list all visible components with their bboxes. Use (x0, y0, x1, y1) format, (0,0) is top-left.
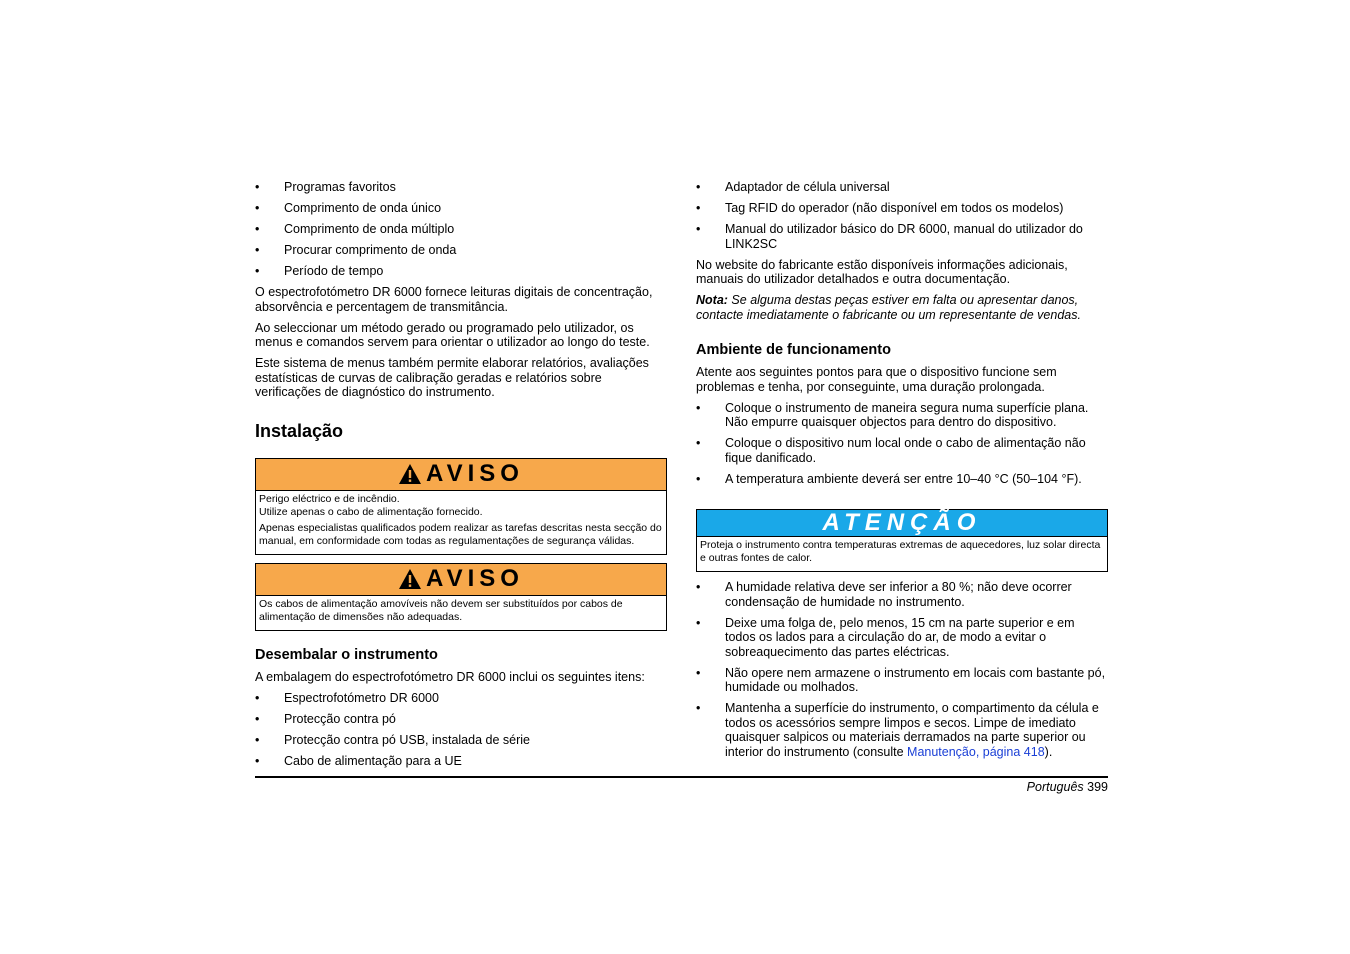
paragraph: Atente aos seguintes pontos para que o dispositivo funcione sem problemas e tenha, por conseguinte, uma duração prolongada. (696, 365, 1057, 394)
list-item: • Cabo de alimentação para a UE (255, 754, 667, 769)
section-heading-unpack: Desembalar o instrumento (255, 646, 438, 663)
page-footer (1027, 780, 1108, 795)
warning-title: AVISO (426, 565, 524, 592)
left-column (255, 180, 667, 775)
unpack-list-continued (696, 180, 1108, 251)
footer-rule (255, 776, 1108, 778)
list-item: • Coloque o dispositivo num local onde o cabo de alimentação não fique danificado. (696, 436, 1108, 465)
paragraph: Ao seleccionar um método gerado ou programado pelo utilizador, os menus e comandos servem para orientar o utilizador ao longo do teste. (255, 320, 650, 349)
footer-language: Português (1026, 780, 1084, 794)
list-item: • Protecção contra pó USB, instalada de série (255, 733, 667, 748)
environment-list (696, 401, 1108, 487)
caution-title: ATENÇÃO (822, 509, 982, 536)
list-item: • Tag RFID do operador (não disponível em todos os modelos) (696, 201, 1108, 216)
list-item: • A humidade relativa deve ser inferior a 80 %; não deve ocorrer condensação de humidade no instrumento. (696, 580, 1108, 609)
paragraph: O espectrofotómetro DR 6000 fornece leituras digitais de concentração, absorvência e percentagem de transmitância. (255, 285, 653, 314)
note-text: Se alguma destas peças estiver em falta ou apresentar danos, contacte imediatamente o fabricante ou um representante de vendas. (696, 293, 1081, 322)
warning-box (255, 563, 667, 631)
warning-header (256, 564, 666, 596)
list-item: • Comprimento de onda único (255, 201, 667, 216)
warning-text: Os cabos de alimentação amovíveis não devem ser substituídos por cabos de alimentação de dimensões não adequadas. (259, 597, 623, 623)
note-label: Nota: (696, 293, 728, 307)
list-item: • Adaptador de célula universal (696, 180, 1108, 195)
list-item: • Programas favoritos (255, 180, 667, 195)
list-item-end: ). (1044, 744, 1053, 759)
warning-text: Apenas especialistas qualificados podem realizar as tarefas descritas nesta secção do manual, em conformidade com todas as regulamentações de segurança válidas. (259, 521, 662, 547)
right-column (696, 180, 1108, 766)
list-item-text: Mantenha a superfície do instrumento, o compartimento da célula e todos os acessórios sempre limpos e secos. Limpe de imediato quaisquer salpicos ou materiais derramados na parte superior ou interior do instrumento (consulte (725, 701, 1099, 759)
warning-line: Perigo eléctrico e de incêndio. (259, 492, 400, 505)
caution-text: Proteja o instrumento contra temperaturas extremas de aquecedores, luz solar directa e outras fontes de calor. (700, 539, 1101, 564)
section-heading-environment: Ambiente de funcionamento (696, 342, 891, 358)
caution-header (697, 510, 1107, 537)
caution-box (696, 509, 1108, 572)
list-item: • Procurar comprimento de onda (255, 243, 667, 258)
warning-body (256, 491, 666, 554)
list-item: • Coloque o instrumento de maneira segura numa superfície plana. Não empurre quaisquer objectos para dentro do dispositivo. (696, 401, 1108, 430)
paragraph: A embalagem do espectrofotómetro DR 6000 inclui os seguintes itens: (255, 669, 645, 684)
warning-body (256, 596, 666, 630)
warning-triangle-icon (398, 463, 422, 485)
warning-box (255, 458, 667, 555)
note (696, 293, 1108, 322)
paragraph: Este sistema de menus também permite elaborar relatórios, avaliações estatísticas de curvas de calibração geradas e relatórios sobre verificações de diagnóstico do instrumento. (255, 356, 649, 399)
feature-list (255, 180, 667, 279)
caution-body (697, 537, 1107, 571)
list-item: • Protecção contra pó (255, 712, 667, 727)
list-item (696, 701, 1108, 759)
warning-title: AVISO (426, 460, 524, 487)
list-item: • Manual do utilizador básico do DR 6000, manual do utilizador do LINK2SC (696, 222, 1108, 251)
warning-header (256, 459, 666, 491)
unpack-list (255, 691, 667, 769)
list-item: • Espectrofotómetro DR 6000 (255, 691, 667, 706)
list-item: • Não opere nem armazene o instrumento em locais com bastante pó, humidade ou molhados. (696, 666, 1108, 695)
section-heading-install: Instalação (255, 420, 344, 441)
list-item: • Período de tempo (255, 264, 667, 279)
warning-triangle-icon (398, 568, 422, 590)
list-item: • Deixe uma folga de, pelo menos, 15 cm na parte superior e em todos os lados para a circulação do ar, de modo a evitar o sobreaquecimento das partes eléctricas. (696, 616, 1108, 660)
list-item: • Comprimento de onda múltiplo (255, 222, 667, 237)
environment-list-2 (696, 580, 1108, 759)
maintenance-link[interactable]: Manutenção, página 418 (907, 744, 1045, 759)
warning-line: Utilize apenas o cabo de alimentação fornecido. (259, 505, 483, 518)
list-item: • A temperatura ambiente deverá ser entre 10–40 °C (50–104 °F). (696, 472, 1108, 487)
page-number: 399 (1087, 780, 1108, 794)
paragraph: No website do fabricante estão disponíveis informações adicionais, manuais do utilizador detalhados e outra documentação. (696, 257, 1068, 286)
